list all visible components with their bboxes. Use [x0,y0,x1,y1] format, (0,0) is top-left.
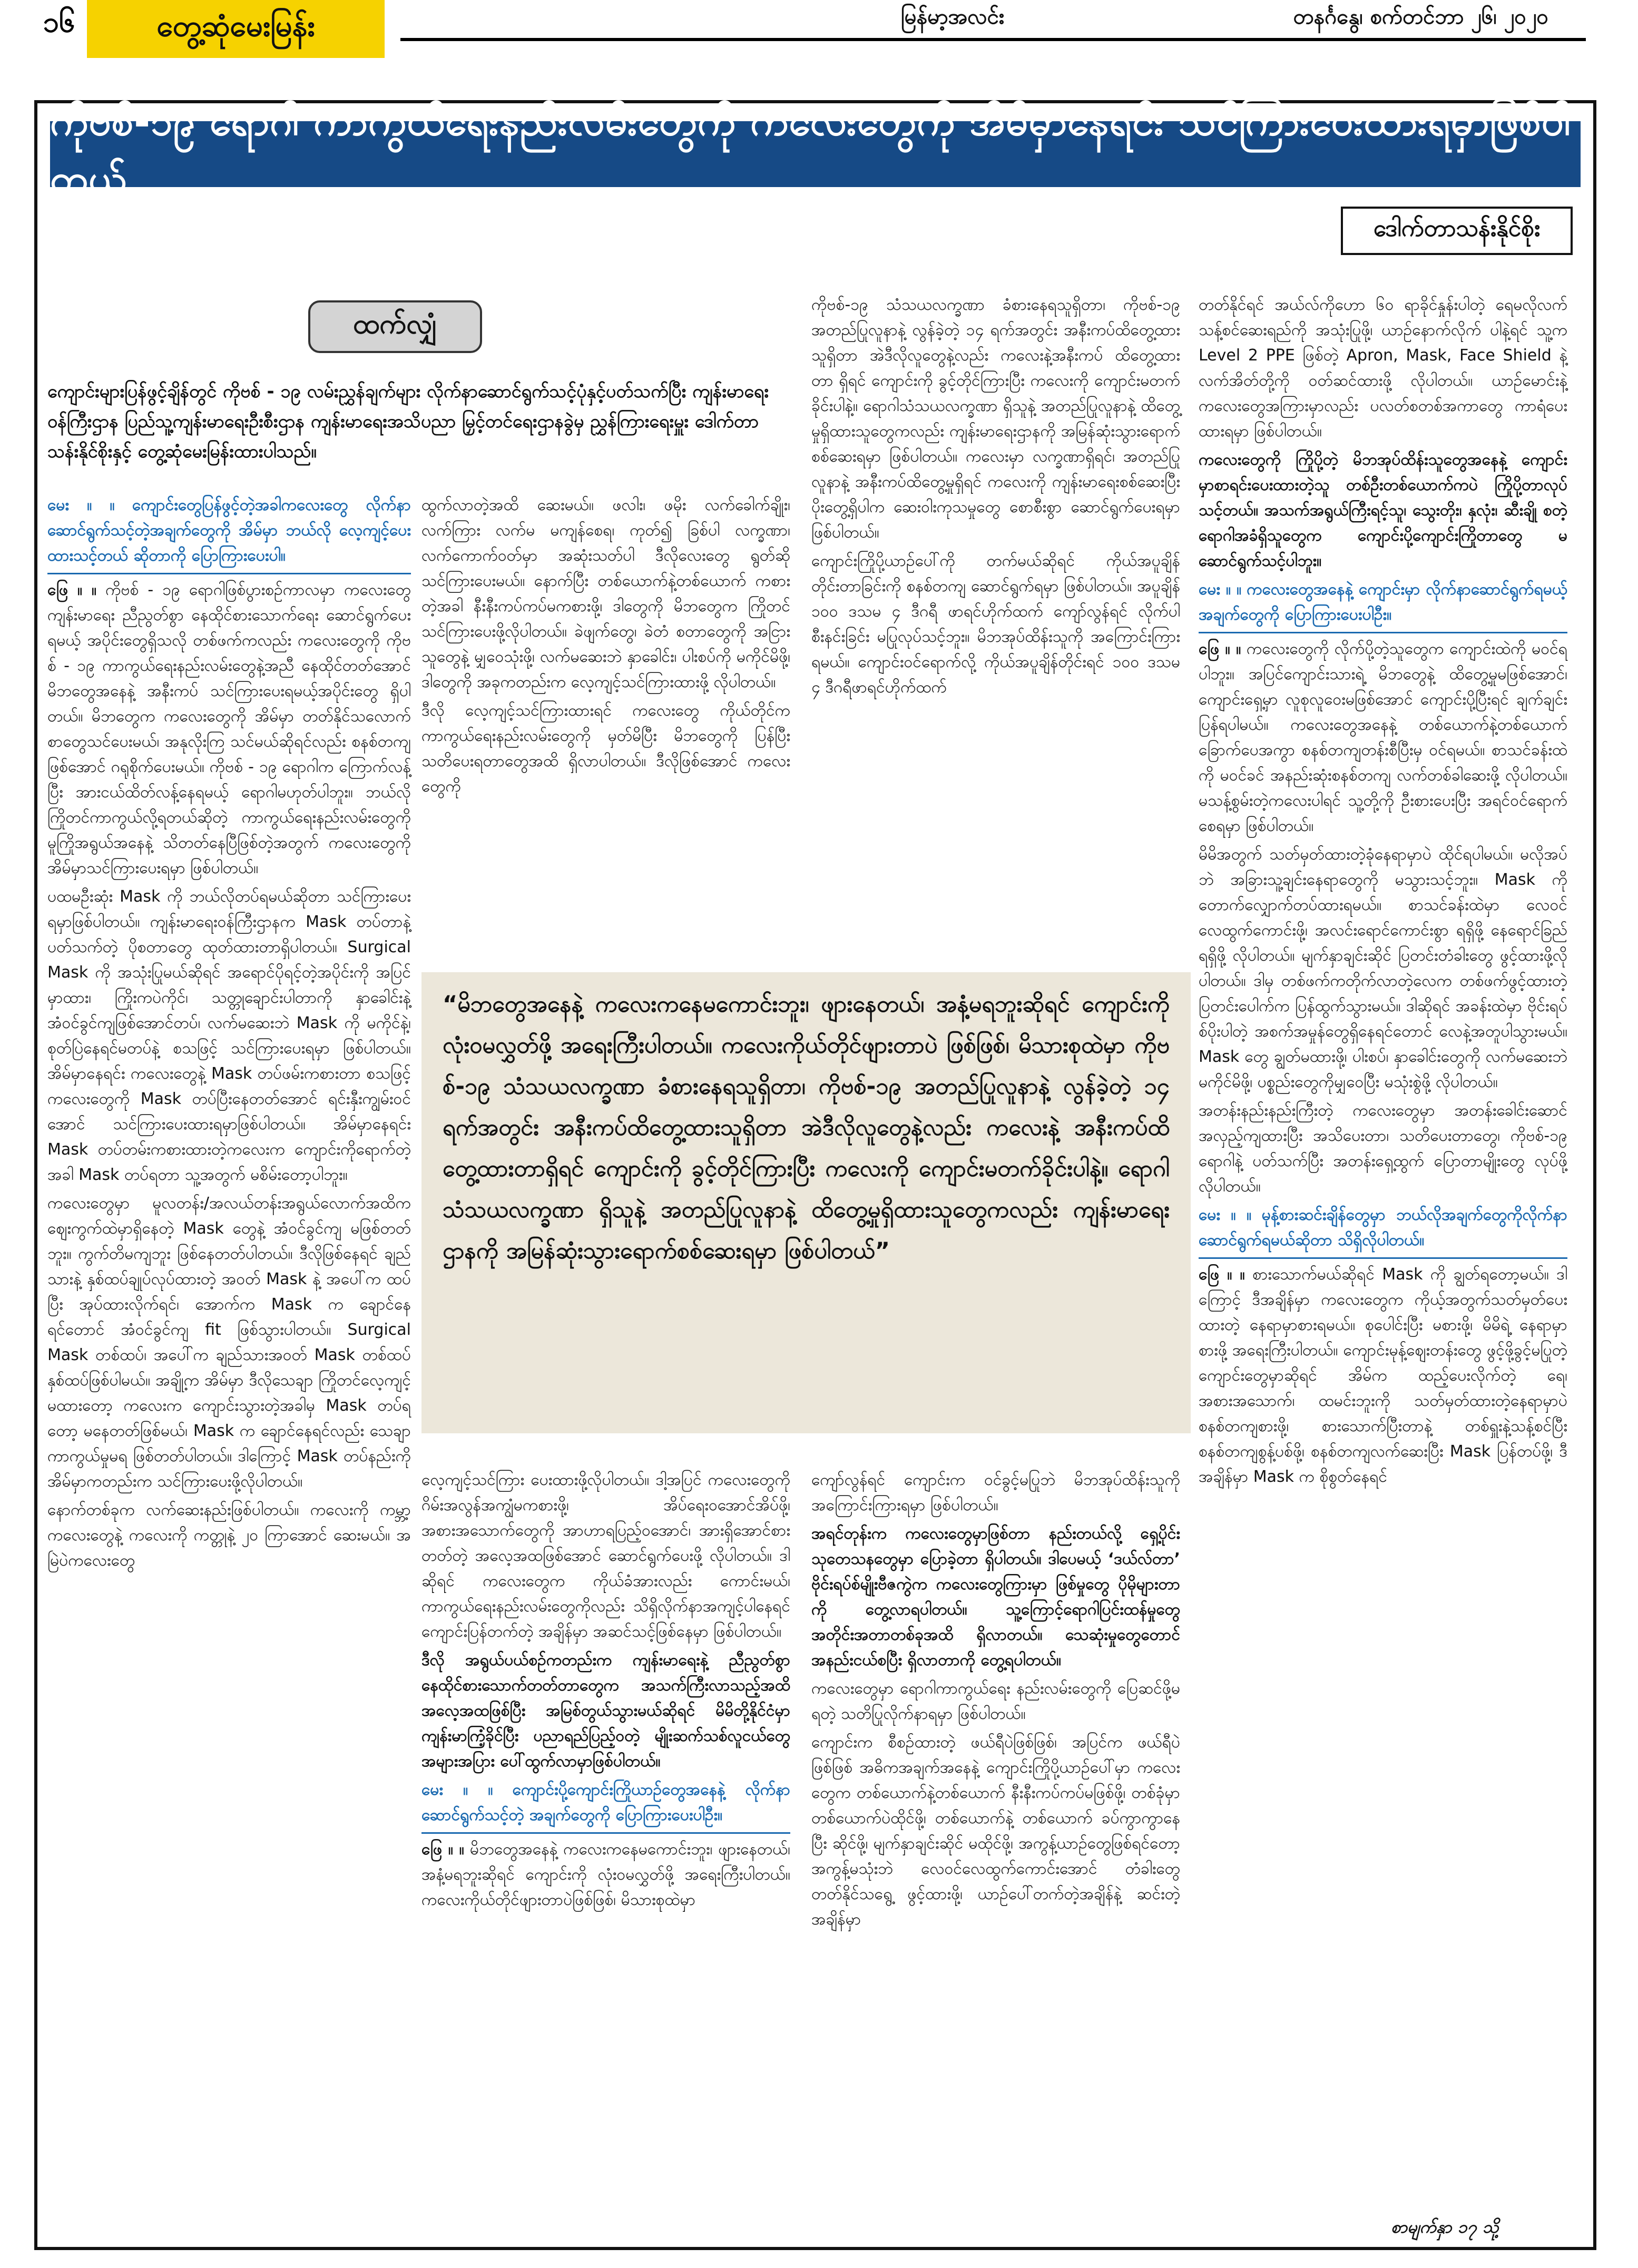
paragraph: အတန်းနည်းနည်းကြီးတဲ့ ကလေးတွေမှာ အတန်းခေါင်းဆောင်အလှည့်ကျထားပြီး အသိပေးတာ၊ သတိပေးတာတွေ၊ ကိုဗစ်-၁၉ ရောဂါနဲ့ ပတ်သက်ပြီး အတန်းရှေ့ထွက် ပြောတာမျိုးတွေ လုပ်ဖို့ လိုပါတယ်။ [1199,1101,1567,1196]
paragraph: ကျော်လွန်ရင် ကျောင်းက ဝင်ခွင့်မပြုဘဲ မိဘအုပ်ထိန်းသူကို အကြောင်းကြားရမှာ ဖြစ်ပါတယ်။ [811,1471,1180,1514]
question-rule [421,1832,790,1834]
answer-label: ဖြေ ။ ။ [421,1840,464,1859]
question-text: ကျောင်းပို့ကျောင်းကြိုယာဉ်တွေအနေနဲ့ လိုက်နာဆောင်ရွက်သင့်တဲ့ အချက်တွေကို ပြောကြားပေးပါဦး။ [421,1781,790,1824]
column-3-top [811,292,1180,703]
answer-text: ကိုဗစ် - ၁၉ ရောဂါဖြစ်ပွားစဉ်ကာလမှာ ကလေးတွေ ကျန်းမာရေး ညီညွတ်စွာ နေထိုင်စားသောက်ရေး ဆောင်ရွက်ပေးရမယ့် အပိုင်းတွေရှိသလို တစ်ဖက်ကလည်း ကလေးတွေကို ကိုဗစ် - ၁၉ ကာကွယ်ရေးနည်းလမ်းတွေနဲ့အညီ နေထိုင်တတ်အောင် မိဘတွေအနေနဲ့ အနီးကပ် သင်ကြားပေးရမယ့်အပိုင်းတွေ ရှိပါတယ်။ မိဘတွေက ကလေးတွေကို အိမ်မှာ တတ်နိုင်သလောက် စာတွေသင်ပေးမယ်၊ အနုလိုးကြ သင်မယ်ဆိုရင်လည်း စနစ်တကျဖြစ်အောင် ဂရုစိုက်ပေးမယ်။ ကိုဗစ် - ၁၉ ရောဂါက ကြောက်လန့်ပြီး အားငယ်ထိတ်လန့်နေရမယ့် ရောဂါမဟုတ်ပါဘူး။ ဘယ်လိုကြိုတင်ကာကွယ်လို့ရတယ်ဆိုတဲ့ ကာကွယ်ရေးနည်းလမ်းတွေကို မူကြိုအရွယ်အနေနဲ့ သိတတ်နေပြီဖြစ်တဲ့အတွက် ကလေးတွေကို အိမ်မှာသင်ကြားပေးရမှာ ဖြစ်ပါတယ်။ [47,581,411,877]
article-intro: ကျောင်းများပြန်ဖွင့်ချိန်တွင် ကိုဗစ် - ၁၉ လမ်းညွှန်ချက်များ လိုက်နာဆောင်ရွက်သင့်ပုံနှင့်ပတ်သက်ပြီး ကျန်းမာရေးဝန်ကြီးဌာန ပြည်သူ့ကျန်းမာရေးဦးစီးဌာန ကျန်းမာရေးအသိပညာ မြှင့်တင်ရေးဌာနခွဲမှ ညွှန်ကြားရေးမှူး ဒေါက်တာသန်းနိုင်စိုးနှင့် တွေ့ဆုံမေးမြန်းထားပါသည်။ [47,381,769,462]
answer-label: ဖြေ ။ ။ [1199,640,1241,658]
question-rule [1199,1257,1567,1259]
question-label: မေး ။ ။ [421,1781,493,1799]
pull-quote: “မိဘတွေအနေနဲ့ ကလေးကနေမကောင်းဘူး၊ ဖျားနေတယ်၊ အနံ့မရဘူးဆိုရင် ကျောင်းကို လုံးဝမလွှတ်ဖို့ အရေးကြီးပါတယ်။ ကလေးကိုယ်တိုင်ဖျားတာပဲ ဖြစ်ဖြစ်၊ မိသားစုထဲမှာ ကိုဗစ်-၁၉ သံသယလက္ခဏာ ခံစားနေရသူရှိတာ၊ ကိုဗစ်-၁၉ အတည်ပြုလူနာနဲ့ လွန်ခဲ့တဲ့ ၁၄ ရက်အတွင်း အနီးကပ်ထိတွေ့ထားသူရှိတာ အဲဒီလိုလူတွေနဲ့လည်း ကလေးနဲ့ အနီးကပ်ထိတွေ့ထားတာရှိရင် ကျောင်းကို ခွင့်တိုင်ကြားပြီး ကလေးကို ကျောင်းမတက်ခိုင်းပါနဲ့။ ရောဂါသံသယလက္ခဏာ ရှိသူနဲ့ အတည်ပြုလူနာနဲ့ ထိတွေ့မှုရှိထားသူတွေကလည်း ကျန်းမာရေးဌာနကို အမြန်ဆုံးသွားရောက်စစ်ဆေးရမှာ ဖြစ်ပါတယ်” [421,972,1191,1433]
question-text: ကျောင်းတွေပြန်ဖွင့်တဲ့အခါကလေးတွေ လိုက်နာဆောင်ရွက်သင့်တဲ့အချက်တွေကို အိမ်မှာ ဘယ်လို လေ့ကျင့်ပေးထားသင့်တယ် ဆိုတာကို ပြောကြားပေးပါ။ [47,496,411,565]
paragraph: တတ်နိုင်ရင် အယ်လ်ကိုဟော ၆၀ ရာခိုင်နှုန်းပါတဲ့ ရေမလိုလက်သန့်စင်ဆေးရည်ကို အသုံးပြုဖို့၊ ယာဉ်နောက်လိုက် ပါနဲ့ရင် သူ့က Level 2 PPE ဖြစ်တဲ့ Apron, Mask, Face Shield နဲ့ လက်အိတ်တို့ကို ဝတ်ဆင်ထားဖို့ လိုပါတယ်။ ယာဉ်မောင်းနဲ့ ကလေးတွေအကြားမှာလည်း ပလတ်စတစ်အကာတွေ ကာရံပေးထားရမှာ ဖြစ်ပါတယ်။ [1199,296,1567,441]
column-4 [1199,292,1567,1493]
paragraph: ကလေးတွေမှာ ရောဂါကာကွယ်ရေး နည်းလမ်းတွေကို ပြေဆင်ဖို့မရတဲ့ သတိပြုလိုက်နာရမှာ ဖြစ်ပါတယ်။ [811,1679,1180,1723]
question-text: မုန့်စားဆင်းချိန်တွေမှာ ဘယ်လိုအချက်တွေကိုလိုက်နာဆောင်ရွက်ရမယ်ဆိုတာ သိရှိလိုပါတယ်။ [1199,1206,1567,1249]
paragraph: မိမိအတွက် သတ်မှတ်ထားတဲ့ခုံနေရာမှာပဲ ထိုင်ရပါမယ်။ မလိုအပ်ဘဲ အခြားသူ့ချင်းနေရာတွေကို မသွားသင့်ဘူး။ Mask ကို တောက်လျှောက်တပ်ထားရမယ်။ စာသင်ခန်းထဲမှာ လေဝင်လေထွက်ကောင်းဖို့၊ အလင်းရောင်ကောင်းစွာ ရရှိဖို့ နေရောင်ခြည်ရရှိဖို့ လိုပါတယ်။ မျက်နှာချင်းဆိုင် ပြတင်းတံခါးတွေ ဖွင့်ထားဖို့လိုပါတယ်။ ဒါမှ တစ်ဖက်ကတိုက်လာတဲ့လေက တစ်ဖက်ဖွင့်ထားတဲ့ ပြတင်းပေါက်က ပြန်ထွက်သွားမယ်။ ဒါဆိုရင် အခန်းထဲမှာ ဗိုင်းရပ်စ်ပိုးပါတဲ့ အစက်အမှုန်တွေရှိနေရင်တောင် လေနဲ့အတူပါသွားမယ်။ Mask တွေ ချွတ်မထားဖို့၊ ပါးစပ်၊ နှာခေါင်းတွေကို လက်မဆေးဘဲ မကိုင်မိဖို့၊ ပစ္စည်းတွေကိုမျှဝေပြီး မသုံးစွဲဖို့ လိုပါတယ်။ [1199,845,1567,1091]
paragraph: ထွက်လာတဲ့အထိ ဆေးမယ်။ ဖလါး၊ ဖမိုး လက်ခေါက်ချိုး၊ လက်ကြား လက်မ မကျန်စေရ၊ ကုတ်၍ ခြစ်ပါ လက္ခဏာ၊ လက်ကောက်ဝတ်မှာ အဆုံးသတ်ပါ ဒီလိုလေးတွေ ရွတ်ဆိုသင်ကြားပေးမယ်။ နောက်ပြီး တစ်ယောက်နဲ့တစ်ယောက် ကစားတဲ့အခါ နီးနီးကပ်ကပ်မကစားဖို့၊ ဒါတွေကို မိဘတွေက ကြိုတင် သင်ကြားပေးဖို့လိုပါတယ်။ ခဲဖျက်တွေ၊ ခဲတံ စတာတွေကို အငြားသူတွေနဲ့ မျှဝေသုံးဖို့၊ လက်မဆေးဘဲ နှာခေါင်း၊ ပါးစပ်ကို မကိုင်မိဖို့၊ ဒါတွေကို အခုကတည်းက လေ့ကျင့်သင်ကြားထားဖို့ လိုပါတယ်။ [421,496,790,691]
article-headline: ကိုဗစ်-၁၉ ရောဂါ ကာကွယ်ရေးနည်းလမ်းတွေကို ကလေးတွေကို အိမ်မှာနေရင်း သင်ကြားပေးထားရမှာဖြစ်ပါတယ် [50,121,1581,187]
paragraph-bold: ဒီလို အရွယ်ပယ်စဉ်ကတည်းက ကျန်းမာရေးနဲ့ ညီညွတ်စွာ နေထိုင်စားသောက်တတ်တာတွေက အသက်ကြီးလာသည့်အထိ အလေ့အထဖြစ်ပြီး အမြစ်တွယ်သွားမယ်ဆိုရင် မိမိတို့နိုင်ငံမှာ ကျန်းမာကြံ့ခိုင်ပြီး ပညာရည်ပြည့်ဝတဲ့ မျိုးဆက်သစ်လူငယ်တွေ အများအပြား ပေါ်ထွက်လာမှာဖြစ်ပါတယ်။ [421,1651,790,1771]
section-label: တွေ့ဆုံမေးမြန်း [87,0,385,58]
answer-text: စားသောက်မယ်ဆိုရင် Mask ကို ချွတ်ရတော့မယ်။ ဒါကြောင့် ဒီအချိန်မှာ ကလေးတွေက ကိုယ့်အတွက်သတ်မှတ်ပေးထားတဲ့ နေရာမှာစားရမယ်။ စုပေါင်းပြီး မစားဖို့၊ မိမိရဲ့ နေရာမှာ စားဖို့ အရေးကြီးပါတယ်။ ကျောင်းမုန့်ဈေးတန်းတွေ ဖွင့်ဖို့ခွင့်မပြုတဲ့ ကျောင်းတွေမှာဆိုရင် အိမ်က ထည့်ပေးလိုက်တဲ့ ရေ၊ အစားအသောက်၊ ထမင်းဘူးကို သတ်မှတ်ထားတဲ့နေရာမှာပဲ စနစ်တကျစားဖို့၊ စားသောက်ပြီးတာနဲ့ တစ်ရှူးနဲ့သန့်စင်ပြီး စနစ်တကျစွန့်ပစ်ဖို့၊ စနစ်တကျလက်ဆေးပြီး Mask ပြန်တပ်ဖို့၊ ဒီအချိန်မှာ Mask က စိုစွတ်နေရင် [1199,1265,1567,1486]
question-rule [47,573,411,574]
paragraph: ကလေးတွေမှာ မူလတန်း/အလယ်တန်းအရွယ်လောက်အထိက ဈေးကွက်ထဲမှာရှိနေတဲ့ Mask တွေနဲ့ အံဝင်ခွင်ကျ မဖြစ်တတ်ဘူး။ ကွက်တိမကျဘူး ဖြစ်နေတတ်ပါတယ်။ ဒီလိုဖြစ်နေရင် ချည်သားနဲ့ နှစ်ထပ်ချုပ်လုပ်ထားတဲ့ အဝတ် Mask နဲ့ အပေါ်က ထပ်ပြီး အုပ်ထားလိုက်ရင်၊ အောက်က Mask က ချောင်နေရင်တောင် အံဝင်ခွင်ကျ fit ဖြစ်သွားပါတယ်။ Surgical Mask တစ်ထပ်၊ အပေါ်က ချည်သားအဝတ် Mask တစ်ထပ် နှစ်ထပ်ဖြစ်ပါမယ်။ အချို့က အိမ်မှာ ဒီလိုသေချာ ကြိုတင်လေ့ကျင့်မထားတော့ ကလေးက ကျောင်းသွားတဲ့အခါမှ Mask တပ်ရတော့ မနေတတ်ဖြစ်မယ်၊ Mask က ချောင်နေရင်လည်း သေချာကာကွယ်မှုမရ ဖြစ်တတ်ပါတယ်။ ဒါကြောင့် Mask တပ်နည်းကို အိမ်မှာကတည်းက သင်ကြားပေးဖို့လိုပါတယ်။ [47,1194,411,1491]
question-rule [1199,632,1567,633]
question-label: မေး ။ ။ [47,496,115,514]
issue-date: တနင်္ဂနွေ၊ စက်တင်ဘာ ၂၆၊ ၂၀၂၀ [1293,5,1548,29]
publication-name: မြန်မာ့အလင်း [901,5,1005,29]
paragraph-bold: ကလေးတွေကို ကြိုပို့တဲ့ မိဘအုပ်ထိန်းသူတွေအနေနဲ့ ကျောင်းမှာစာရင်းပေးထားတဲ့သူ တစ်ဦးတစ်ယောက်ကပဲ ကြိုပို့တာလုပ်သင့်တယ်။ အသက်အရွယ်ကြီးရင့်သူ၊ သွေးတိုး၊ နှလုံး၊ ဆီးချို စတဲ့ ရောဂါအခံရှိသူတွေက ကျောင်းပို့ကျောင်းကြိုတာတွေ မဆောင်ရွက်သင့်ပါဘူး။ [1199,451,1567,570]
column-2-bottom [421,1468,790,1916]
column-2-top [421,493,790,803]
answer-label: ဖြေ ။ ။ [47,581,97,599]
answer-label: ဖြေ ။ ။ [1199,1265,1245,1284]
paragraph: လေ့ကျင့်သင်ကြား ပေးထားဖို့လိုပါတယ်။ ဒါ့အပြင် ကလေးတွေကို ဂိမ်းအလွန်အကျွံမကစားဖို့၊ အိပ်ရေးဝအောင်အိပ်ဖို့၊ အစားအသောက်တွေကို အာဟာရပြည့်ဝအောင်၊ အားရှိအောင်စားတတ်တဲ့ အလေ့အထဖြစ်အောင် ဆောင်ရွက်ပေးဖို့ လိုပါတယ်။ ဒါဆိုရင် ကလေးတွေက ကိုယ်ခံအားလည်း ကောင်းမယ်၊ ကာကွယ်ရေးနည်းလမ်းတွေကိုလည်း သိရှိလိုက်နာအကျင့်ပါနေရင် ကျောင်းပြန်တက်တဲ့ အချိန်မှာ အဆင်သင့်ဖြစ်နေမှာ ဖြစ်ပါတယ်။ [421,1471,790,1641]
paragraph: ကျောင်းကြိုပို့ယာဉ်ပေါ်ကို တက်မယ်ဆိုရင် ကိုယ်အပူချိန်တိုင်းတာခြင်းကို စနစ်တကျ ဆောင်ရွက်ရမှာ ဖြစ်ပါတယ်။ အပူချိန် ၁၀၀ ဒသမ ၄ ဒီဂရီ ဖာရင်ဟိုက်ထက် ကျော်လွန်ရင် လိုက်ပါစီးနင်းခြင်း မပြုလုပ်သင့်ဘူး။ မိဘအုပ်ထိန်းသူကို အကြောင်းကြားရမယ်။ ကျောင်းဝင်ရောက်လို့ ကိုယ်အပူချိန်တိုင်းရင် ၁၀၀ ဒသမ ၄ ဒီဂရီဖာရင်ဟိုက်ထက် [811,552,1180,697]
answer-text: မိဘတွေအနေနဲ့ ကလေးကနေမကောင်းဘူး၊ ဖျားနေတယ်၊ အနံ့မရဘူးဆိုရင် ကျောင်းကို လုံးဝမလွှတ်ဖို့ အရေးကြီးပါတယ်။ ကလေးကိုယ်တိုင်ဖျားတာပဲဖြစ်ဖြစ်၊ မိသားစုထဲမှာ [421,1840,790,1909]
paragraph: ပထမဦးဆုံး Mask ကို ဘယ်လိုတပ်ရမယ်ဆိုတာ သင်ကြားပေးရမှာဖြစ်ပါတယ်။ ကျန်းမာရေးဝန်ကြီးဌာနက Mask တပ်တာနဲ့ ပတ်သက်တဲ့ ပိုစတာတွေ ထုတ်ထားတာရှိပါတယ်။ Surgical Mask ကို အသုံးပြုမယ်ဆိုရင် အရောင်ပိုရင့်တဲ့အပိုင်းကို အပြင်မှာထား၊ ကြိုးကပဲကိုင်၊ သတ္တုချောင်းပါတာကို နှာခေါင်းနဲ့ အံဝင်ခွင်ကျဖြစ်အောင်တပ်၊ လက်မဆေးဘဲ Mask ကို မကိုင်နဲ့၊ စုတ်ပြဲနေရင်မတပ်နဲ့ စသဖြင့် သင်ကြားပေးရမှာ ဖြစ်ပါတယ်။ အိမ်မှာနေရင်း ကလေးတွေနဲ့ Mask တပ်ဖမ်းကစားတာ စသဖြင့် ကလေးတွေကို Mask တပ်ပြီးနေတတ်အောင် ရင်းနှီးကျွမ်းဝင်အောင် သင်ကြားပေးထားရမှာဖြစ်ပါတယ်။ အိမ်မှာနေရင်း Mask တပ်တမ်းကစားထားတဲ့ကလေးက ကျောင်းကိုရောက်တဲ့အခါ Mask တပ်ရတာ သူ့အတွက် မစိမ်းတော့ပါဘူး။ [47,887,411,1184]
continued-tag: ထက်လျှံ [308,300,482,353]
question-label: မေး ။ ။ [1199,580,1242,599]
question-text: ကလေးတွေအနေနဲ့ ကျောင်းမှာ လိုက်နာဆောင်ရွက်ရမယ့်အချက်တွေကို ပြောကြားပေးပါဦး။ [1199,580,1567,624]
paragraph: ဒီလို လေ့ကျင့်သင်ကြားထားရင် ကလေးတွေ ကိုယ်တိုင်က ကာကွယ်ရေးနည်းလမ်းတွေကို မှတ်မိပြီး မိဘတွေကို ပြန်ပြီးသတိပေးရတာတွေအထိ ရှိလာပါတယ်။ ဒီလိုဖြစ်အောင် ကလေးတွေကို [421,701,790,796]
answer-text: ကလေးတွေကို လိုက်ပို့တဲ့သူတွေက ကျောင်းထဲကို မဝင်ရပါဘူး။ အပြင်ကျောင်းသားရဲ့ မိဘတွေနဲ့ ထိတွေ့မှုမဖြစ်အောင်၊ ကျောင်းရှေ့မှာ လူစုလူဝေးမဖြစ်အောင် ကျောင်းပို့ပြီးရင် ချက်ချင်းပြန်ရပါမယ်။ ကလေးတွေအနေနဲ့ တစ်ယောက်နဲ့တစ်ယောက် ခြောက်ပေအကွာ စနစ်တကျတန်းစီပြီးမှ ဝင်ရမယ်။ စာသင်ခန်းထဲကို မဝင်ခင် အနည်းဆုံးစနစ်တကျ လက်တစ်ခါဆေးဖို့ လိုပါတယ်။ မသန့်စွမ်းတဲ့ကလေးပါရင် သူ့တို့ကို ဦးစားပေးပြီး အရင်ဝင်ရောက်စေရမှာ ဖြစ်ပါတယ်။ [1199,640,1568,835]
paragraph-bold: အရင်တုန်းက ကလေးတွေမှာဖြစ်တာ နည်းတယ်လို့ ရှေ့ပိုင်းသုတေသနတွေမှာ ပြောခဲ့တာ ရှိပါတယ်။ ဒါပေမယ့် ‘ဒယ်လ်တာ’ ဗိုင်းရပ်စ်မျိုးဗီဇကွဲက ကလေးတွေကြားမှာ ဖြစ်မှုတွေ ပိုမိုများတာကို တွေ့လာရပါတယ်။ သူ့ကြောင့်ရောဂါပြင်းထန်မှုတွေ အတိုင်းအတာတစ်ခုအထိ ရှိလာတယ်။ သေဆုံးမှုတွေတောင် အနည်းငယ်စပြီး ရှိလာတာကို တွေ့ရပါတယ်။ [811,1524,1180,1669]
paragraph: ကိုဗစ်-၁၉ သံသယလက္ခဏာ ခံစားနေရသူရှိတာ၊ ကိုဗစ်-၁၉ အတည်ပြုလူနာနဲ့ လွန်ခဲ့တဲ့ ၁၄ ရက်အတွင်း အနီးကပ်ထိတွေ့ထားသူရှိတာ အဲဒီလိုလူတွေနဲ့လည်း ကလေးနဲ့အနီးကပ် ထိတွေ့ထားတာ ရှိရင် ကျောင်းကို ခွင့်တိုင်ကြားပြီး ကလေးကို ကျောင်းမတက်ခိုင်းပါနဲ့။ ရောဂါသံသယလက္ခဏာ ရှိသူနဲ့ အတည်ပြုလူနာနဲ့ ထိတွေ့မှုရှိထားသူတွေကလည်း ကျန်းမာရေးဌာနကို အမြန်ဆုံးသွားရောက် စစ်ဆေးရမှာ ဖြစ်ပါတယ်။ ကလေးမှာ လက္ခဏာရှိရင်၊ အတည်ပြုလူနာနဲ့ အနီးကပ်ထိတွေ့မှုရှိရင် ကလေးကို ကျန်းမာရေးစစ်ဆေးပြီး ပိုးတွေ့ရှိပါက ဆေးဝါးကုသမှုတွေ စောစီးစွာ ဆောင်ရွက်ပေးရမှာ ဖြစ်ပါတယ်။ [811,296,1180,542]
paragraph: ကျောင်းက စီစဉ်ထားတဲ့ ဖယ်ရီပဲဖြစ်ဖြစ်၊ အပြင်က ဖယ်ရီပဲဖြစ်ဖြစ် အဓိကအချက်အနေနဲ့ ကျောင်းကြိုပို့ယာဉ်ပေါ်မှာ ကလေးတွေက တစ်ယောက်နဲ့တစ်ယောက် နီးနီးကပ်ကပ်မဖြစ်ဖို့၊ တစ်ခုံမှာ တစ်ယောက်ပဲထိုင်ဖို့၊ တစ်ယောက်နဲ့ တစ်ယောက် ခပ်ကွာကွာနေပြီး ဆိုင်ဖို့၊ မျက်နှာချင်းဆိုင် မထိုင်ဖို့၊ အကွန့်ယာဉ်တွေဖြစ်ရင်တော့ အကွန့်မသုံးဘဲ လေဝင်လေထွက်ကောင်းအောင် တံခါးတွေ တတ်နိုင်သရွေ့ ဖွင့်ထားဖို့၊ ယာဉ်ပေါ်တက်တဲ့အချိန်နဲ့ ဆင်းတဲ့အချိန်မှာ [811,1733,1180,1929]
column-1 [47,493,411,1577]
paragraph: နောက်တစ်ခုက လက်ဆေးနည်းဖြစ်ပါတယ်။ ကလေးကို ကမ္ဘာ့ကလေးတွေနဲ့ ကလေးကို ကတ္တုနဲ့ ၂၀ ကြာအောင် ဆေးမယ်။ အမြဲပဲကလေးတွေ [47,1501,411,1570]
column-3-bottom [811,1468,1180,1935]
continued-note: စာမျက်နှာ ၁၇ သို့ [1391,2217,1499,2237]
author-byline: ဒေါက်တာသန်းနိုင်စိုး [1341,207,1573,255]
page-number: ၁၆ [43,5,75,38]
question-label: မေး ။ ။ [1199,1206,1252,1224]
page-header [0,0,1638,58]
header-rule [400,38,1586,41]
